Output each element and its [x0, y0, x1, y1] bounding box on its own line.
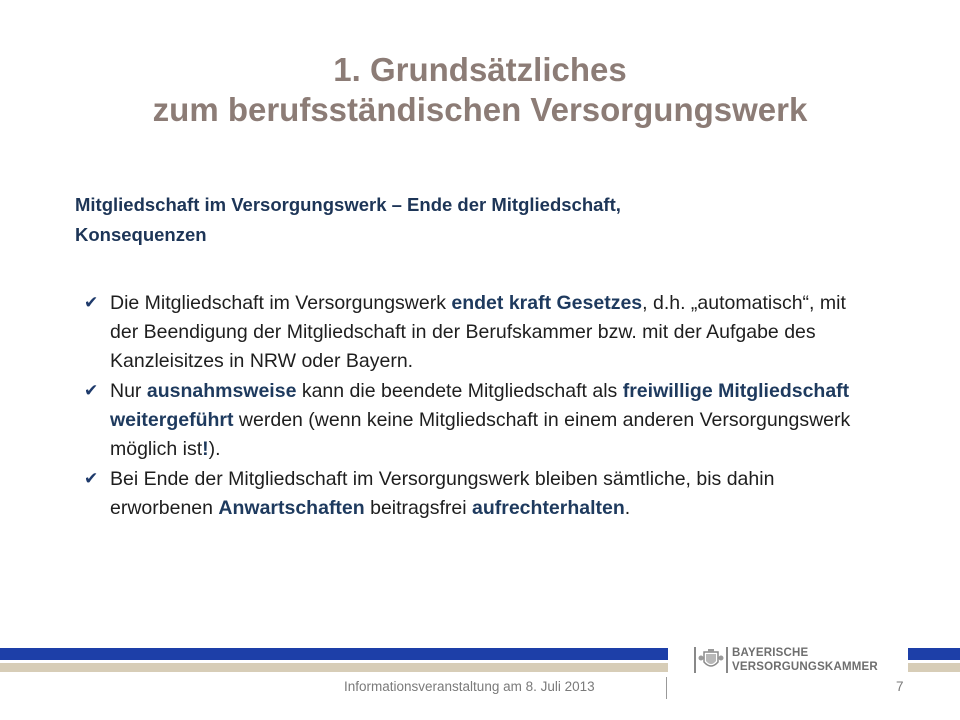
- slide-title: [0, 50, 960, 130]
- bullet-item: [84, 289, 874, 376]
- checkmark-icon: ✔: [84, 293, 99, 313]
- bullet-item: [84, 465, 874, 523]
- coat-of-arms-icon: [694, 647, 728, 673]
- bayerische-versorgungskammer-logo: [694, 646, 894, 676]
- bullet-text-segment: Die Mitgliedschaft im Versorgungswerk: [110, 292, 452, 314]
- checkmark-icon: ✔: [84, 469, 99, 489]
- bullet-emphasis: Anwartschaften: [218, 497, 365, 519]
- footer-band-beige-right: [908, 663, 960, 672]
- slide-title-line2: zum berufsständischen Versorgungswerk: [152, 91, 808, 128]
- bullet-item: [84, 377, 874, 464]
- bullet-emphasis: aufrechterhalten: [472, 497, 625, 519]
- checkmark-icon: ✔: [84, 381, 99, 401]
- footer-band-beige: [0, 663, 668, 672]
- footer-text: Informationsveranstaltung am 8. Juli 2013: [344, 679, 595, 694]
- slide-subtitle: [75, 190, 815, 250]
- bullet-text-segment: kann die beendete Mitgliedschaft als: [296, 380, 623, 402]
- footer: [0, 677, 960, 701]
- bullet-text: [110, 465, 874, 523]
- bullet-emphasis: freiwillige Mitgliedschaft weitergeführt: [110, 380, 850, 431]
- bullet-text: [110, 377, 874, 464]
- logo-line1: BAYERISCHE: [732, 647, 809, 659]
- footer-band-blue-right: [908, 648, 960, 660]
- bullet-text-segment: , d.h. „automatisch“, mit der Beendigung der Mitgliedschaft in der Berufskammer bzw. mit der Aufgabe des Kanzleisitzes in NRW oder Bayern.: [110, 292, 846, 372]
- bullet-list: [84, 289, 874, 524]
- bullet-text-segment: beitragsfrei: [364, 497, 472, 519]
- bullet-text-segment: werden (wenn keine Mitgliedschaft in einem anderen Versorgungswerk möglich ist: [110, 409, 851, 460]
- bullet-text-segment: ).: [208, 438, 221, 460]
- bullet-text-segment: Bei Ende der Mitgliedschaft im Versorgungswerk bleiben sämtliche, bis dahin erworbenen: [110, 468, 775, 519]
- slide-subtitle-line2: Konsequenzen: [75, 224, 207, 245]
- bullet-text-segment: .: [624, 497, 631, 519]
- page-number: 7: [896, 679, 904, 694]
- bullet-text-segment: Nur: [110, 380, 147, 402]
- slide-title-line1: 1. Grundsätzliches: [333, 51, 627, 88]
- footer-divider: [666, 677, 667, 699]
- footer-band-blue: [0, 648, 668, 660]
- bullet-emphasis: !: [202, 438, 209, 460]
- logo-line2: VERSORGUNGSKAMMER: [732, 661, 878, 673]
- bullet-text: [110, 289, 874, 376]
- bullet-emphasis: ausnahmsweise: [146, 380, 297, 402]
- bullet-emphasis: endet kraft Gesetzes: [451, 292, 643, 314]
- slide-subtitle-line1: Mitgliedschaft im Versorgungswerk – Ende der Mitgliedschaft,: [75, 194, 621, 215]
